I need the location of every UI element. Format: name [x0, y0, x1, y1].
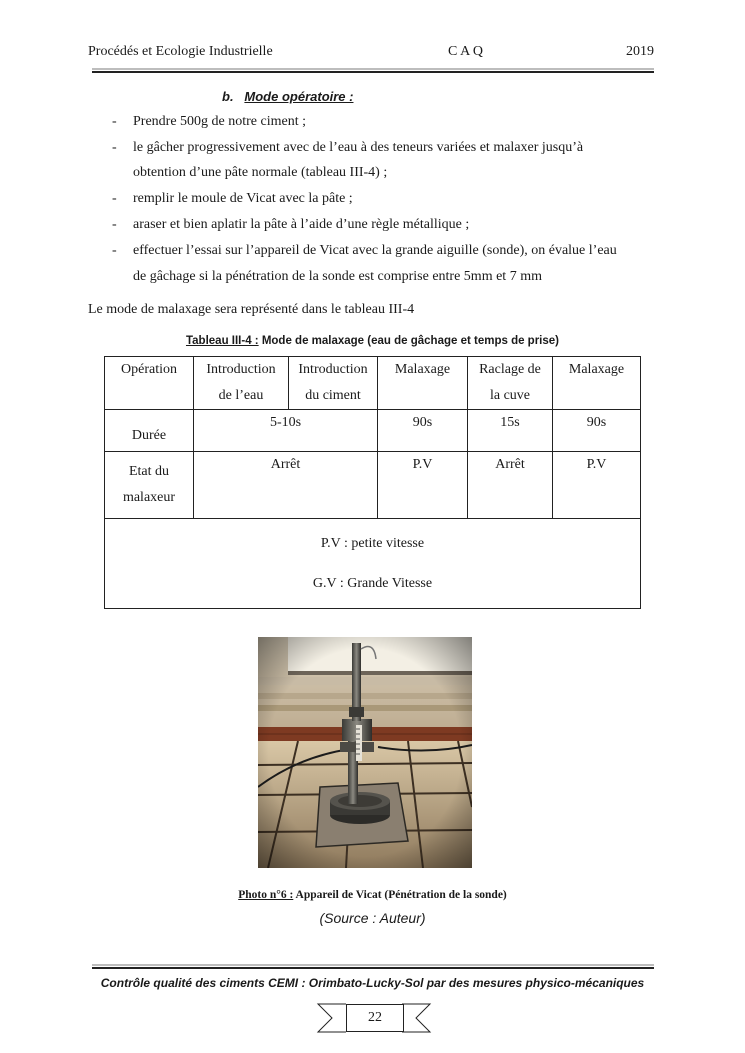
cell-etat-malaxage-1: P.V	[378, 452, 468, 519]
header-left: Procédés et Ecologie Industrielle	[88, 44, 273, 59]
cell-duree-malaxage-2: 90s	[553, 410, 641, 452]
cell-legend	[105, 519, 641, 609]
header-rule	[92, 71, 654, 73]
bullet-5-line-2: de gâchage si la pénétration de la sonde est comprise entre 5mm et 7 mm	[133, 269, 542, 284]
photo-source: (Source : Auteur)	[319, 910, 426, 926]
table-header-row	[105, 357, 641, 410]
bullet-3: remplir le moule de Vicat avec la pâte ;	[133, 191, 353, 206]
photo-caption	[0, 889, 745, 901]
header-rule-shadow	[92, 68, 654, 70]
page-number: 22	[346, 1004, 404, 1032]
cell-etat-intro: Arrêt	[194, 452, 378, 519]
table-caption-label: Tableau III-4 :	[185, 335, 259, 347]
cell-duree-malaxage-1: 90s	[378, 410, 468, 452]
cell-duree-label: Durée	[105, 410, 194, 452]
header-center: C A Q	[448, 44, 484, 59]
th-raclage: Raclage de la cuve	[468, 357, 553, 410]
cell-duree-raclage: 15s	[468, 410, 553, 452]
table-caption-text: Mode de malaxage (eau de gâchage et temps de prise)	[258, 335, 560, 347]
photo-caption-label: Photo n°6 :	[238, 889, 294, 901]
section-marker: b.	[222, 89, 234, 104]
th-operation: Opération	[105, 357, 194, 410]
th-malaxage-2: Malaxage	[553, 357, 641, 410]
photo-caption-text: Appareil de Vicat (Pénétration de la sonde)	[293, 889, 507, 901]
footer-rule-shadow	[92, 964, 654, 966]
legend-gv: G.V : Grande Vitesse	[312, 575, 433, 591]
table-legend-row	[105, 519, 641, 609]
vicat-apparatus-photo	[258, 637, 472, 868]
header-right: 2019	[626, 44, 654, 59]
cell-etat-label: Etat du malaxeur	[105, 452, 194, 519]
cell-etat-malaxage-2: P.V	[553, 452, 641, 519]
footer-rule	[92, 967, 654, 969]
bullet-2-line-2: obtention d’une pâte normale (tableau III-4) ;	[133, 165, 388, 180]
bullet-5-line-1: effectuer l’essai sur l’appareil de Vicat avec la grande aiguille (sonde), on évalue l’eau	[133, 243, 617, 258]
th-malaxage-1: Malaxage	[378, 357, 468, 410]
footer-text: Contrôle qualité des ciments CEMI : Orimbato-Lucky-Sol par des mesures physico-mécaniques	[100, 976, 645, 990]
bullet-2-line-1: le gâcher progressivement avec de l’eau à des teneurs variées et malaxer jusqu’à	[133, 140, 584, 155]
bullet-dash: -	[112, 217, 117, 232]
th-intro-ciment: Introduction du ciment	[289, 357, 378, 410]
cell-duree-intro: 5-10s	[194, 410, 378, 452]
table-row-etat	[105, 452, 641, 519]
cell-etat-raclage: Arrêt	[468, 452, 553, 519]
mixing-table	[104, 356, 641, 609]
bullet-4: araser et bien aplatir la pâte à l’aide d’une règle métallique ;	[133, 217, 470, 232]
section-title	[222, 89, 353, 104]
bullet-dash: -	[112, 114, 117, 129]
bullet-dash: -	[112, 243, 117, 258]
section-title-text: Mode opératoire :	[244, 89, 354, 104]
paragraph: Le mode de malaxage sera représenté dans le tableau III-4	[88, 302, 415, 317]
table-caption	[0, 335, 745, 347]
th-intro-eau: Introduction de l’eau	[194, 357, 289, 410]
table-row-duree	[105, 410, 641, 452]
bullet-1: Prendre 500g de notre ciment ;	[133, 114, 307, 129]
legend-pv: P.V : petite vitesse	[320, 535, 425, 551]
bullet-dash: -	[112, 140, 117, 155]
bullet-dash: -	[112, 191, 117, 206]
